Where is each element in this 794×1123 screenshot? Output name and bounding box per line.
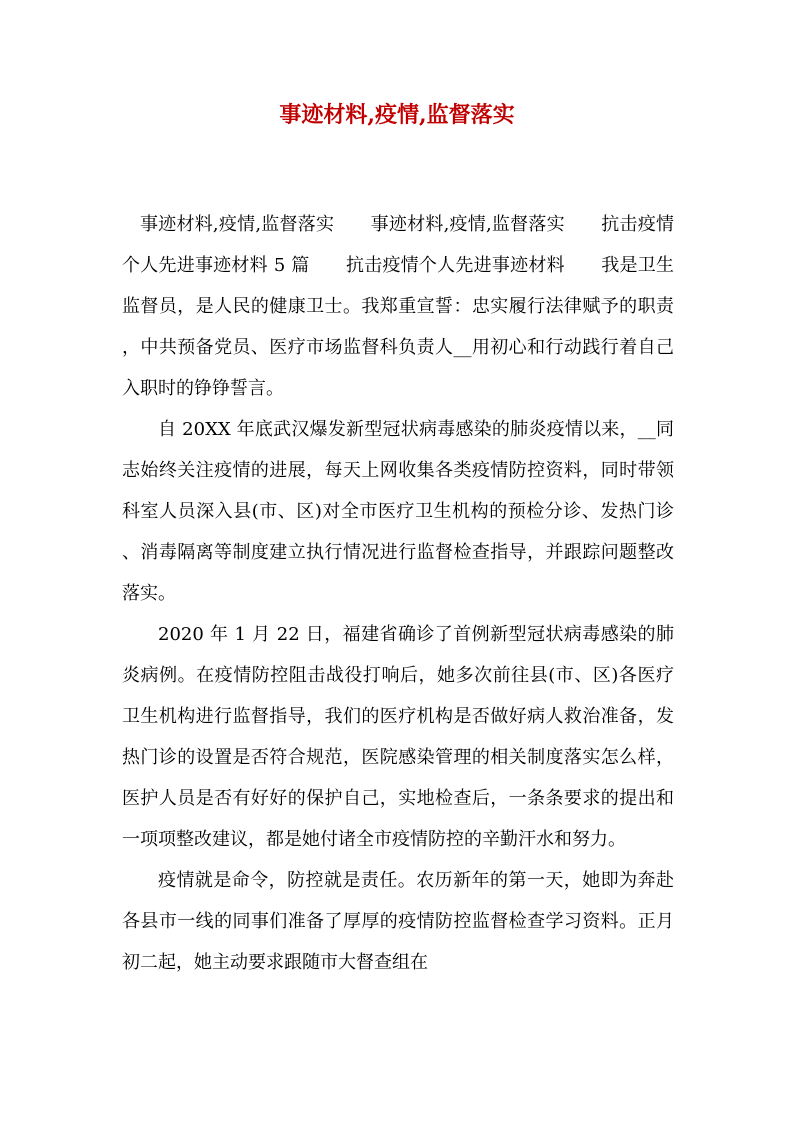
document-title: 事迹材料,疫情,监督落实 (279, 102, 515, 128)
document-body (122, 204, 674, 983)
paragraph: 自 20XX 年底武汉爆发新型冠状病毒感染的肺炎疫情以来，__同志始终关注疫情的进展，每天上网收集各类疫情防控资料，同时带领科室人员深入县(市、区)对全市医疗卫生机构的预检分诊、发热门诊、消毒隔离等制度建立执行情况进行监督检查指导，并跟踪问题整改落实。 (122, 419, 674, 604)
paragraph: 2020 年 1 月 22 日，福建省确诊了首例新型冠状病毒感染的肺炎病例。在疫情防控阻击战役打响后，她多次前往县(市、区)各医疗卫生机构进行监督指导，我们的医疗机构是否做好病人救治准备，发热门诊的设置是否符合规范，医院感染管理的相关制度落实怎么样，医护人员是否有好好的保护自己，实地检查后，一条条要求的提出和一项项整改建议，都是她付诸全市疫情防控的辛勤汗水和努力。 (122, 624, 674, 850)
paragraph: 事迹材料,疫情,监督落实 事迹材料,疫情,监督落实 抗击疫情个人先进事迹材料 5 篇 抗击疫情个人先进事迹材料 我是卫生监督员，是人民的健康卫士。我郑重宣誓：忠实履行法律赋予的职责，中共预备党员、医疗市场监督科负责人__用初心和行动践行着自己入职时的铮铮誓言。 (122, 214, 674, 399)
paragraph: 疫情就是命令，防控就是责任。农历新年的第一天，她即为奔赴各县市一线的同事们准备了厚厚的疫情防控监督检查学习资料。正月初二起，她主动要求跟随市大督查组在 (122, 870, 674, 973)
